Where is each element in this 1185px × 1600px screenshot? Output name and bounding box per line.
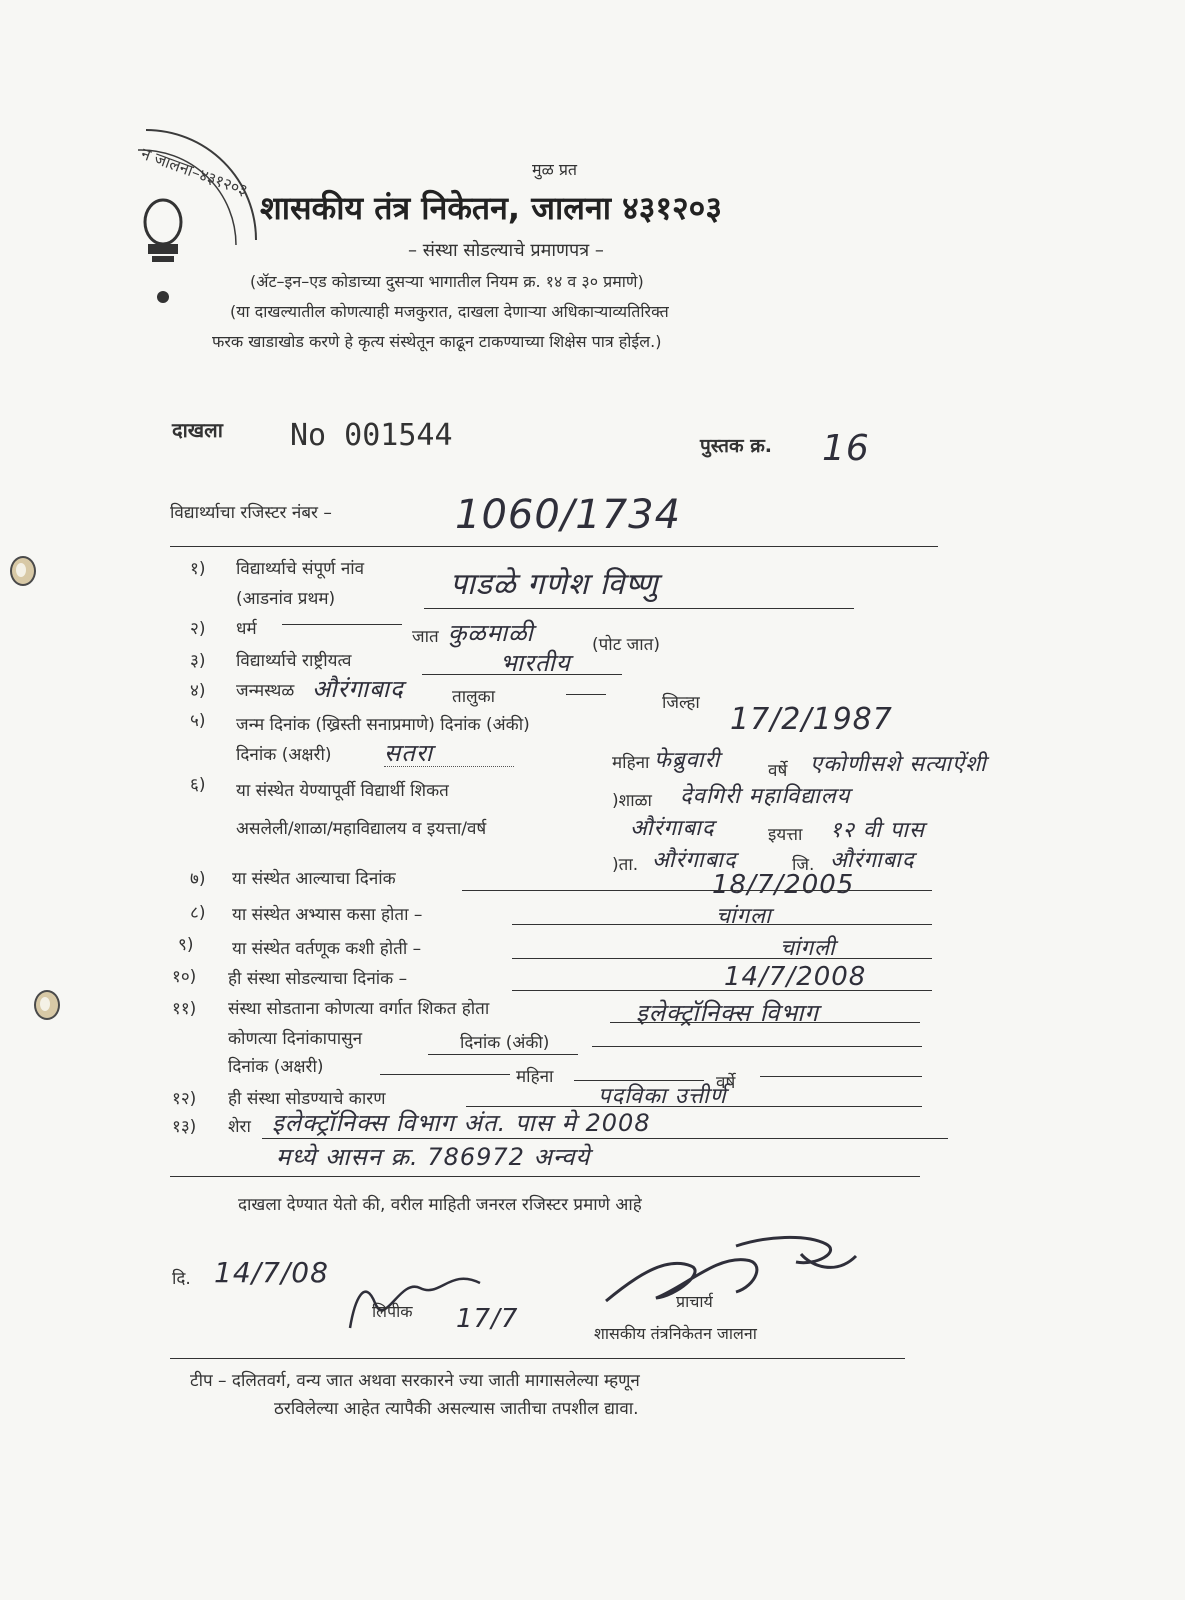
field-13-number: १३)	[172, 1117, 197, 1137]
field-4-value: औरंगाबाद	[312, 675, 404, 703]
book-number-value: 16	[822, 428, 870, 469]
field-11-label: संस्था सोडताना कोणत्या वर्गात शिकत होता	[228, 999, 490, 1019]
field-6-school-value: देवगिरी महाविद्यालय	[680, 784, 851, 809]
field-5-year-value: एकोणीसशे सत्याऐंशी	[810, 752, 987, 777]
field-10-value: 14/7/2008	[724, 962, 867, 992]
field-10-underline	[512, 990, 932, 991]
field-1-sublabel: (आडनांव प्रथम)	[236, 589, 336, 609]
rule-reference: (ॲट–इन–एड कोडाच्या दुसऱ्या भागातील नियम क्र. १४ व ३० प्रमाणे)	[250, 272, 644, 291]
field-11-from-underline	[428, 1054, 578, 1055]
institution-title: शासकीय तंत्र निकेतन, जालना ४३१२०३	[260, 189, 722, 227]
field-6-taluka-label: )ता.	[612, 855, 639, 875]
field-9-value: चांगली	[780, 936, 836, 961]
field-8-value: चांगला	[716, 904, 772, 929]
field-9-underline	[512, 958, 932, 959]
date-value: 14/7/08	[214, 1256, 329, 1289]
field-5-year-label: वर्षे	[768, 761, 788, 781]
field-2-number: २)	[190, 619, 206, 639]
field-11-words-label: दिनांक (अक्षरी)	[228, 1057, 324, 1077]
field-10-label: ही संस्था सोडल्याचा दिनांक –	[228, 969, 408, 989]
field-2-label: धर्म	[236, 619, 257, 639]
field-5-date-numeric: 17/2/1987	[730, 702, 893, 737]
note-line-2: ठरविलेल्या आहेत त्यापैकी असल्यास जातीचा तपशील द्यावा.	[274, 1399, 639, 1419]
field-8-number: ८)	[190, 903, 206, 923]
field-1-underline	[424, 608, 854, 609]
field-11-year-label: वर्षे	[716, 1073, 736, 1093]
field-13-value-line-1: इलेक्ट्रॉनिक्स विभाग अंत. पास मे 2008	[272, 1109, 651, 1137]
field-1-label: विद्यार्थ्याचे संपूर्ण नांव	[236, 559, 365, 579]
punch-hole-top	[10, 556, 36, 586]
register-label: विद्यार्थ्याचा रजिस्टर नंबर –	[170, 503, 332, 523]
field-11-date-underline	[592, 1046, 922, 1047]
field-4-taluka-dash	[566, 694, 606, 695]
field-6-school-label: )शाळा	[612, 791, 652, 811]
field-10-number: १०)	[172, 967, 197, 987]
field-5-month-label: महिना	[612, 753, 650, 773]
field-6-number: ६)	[190, 775, 206, 795]
field-5-month-value: फेब्रुवारी	[654, 748, 721, 773]
declaration-text: दाखला देण्यात येतो की, वरील माहिती जनरल रजिस्टर प्रमाणे आहे	[238, 1195, 642, 1215]
field-13-underline-2	[170, 1176, 920, 1177]
note-line-1: टीप – दलितवर्ग, वन्य जात अथवा सरकारने ज्या जाती मागासलेल्या म्हणून	[190, 1371, 640, 1391]
field-9-number: ९)	[178, 935, 194, 955]
field-11-from-label: कोणत्या दिनांकापासुन	[228, 1029, 363, 1049]
field-6-district-label: जि.	[792, 855, 815, 875]
field-4-district-label: जिल्हा	[662, 693, 700, 713]
field-7-value: 18/7/2005	[712, 870, 855, 900]
field-7-number: ७)	[190, 869, 206, 889]
register-value: 1060/1734	[455, 492, 682, 538]
field-6-taluka-value: औरंगाबाद	[652, 848, 737, 873]
field-7-underline	[462, 890, 932, 891]
footer-divider	[170, 1358, 905, 1359]
field-4-number: ४)	[190, 681, 206, 701]
dakhla-label: दाखला	[172, 418, 223, 442]
date-label: दि.	[172, 1269, 191, 1289]
warning-line-1: (या दाखल्यातील कोणत्याही मजकुरात, दाखला देणाऱ्या अधिकाऱ्याव्यतिरिक्त	[230, 302, 669, 321]
field-8-label: या संस्थेत अभ्यास कसा होता –	[232, 905, 423, 925]
field-11-words-underline	[380, 1074, 510, 1075]
field-6-label-line-2: असलेली/शाळा/महाविद्यालय व इयत्ता/वर्ष	[236, 819, 487, 839]
field-13-value-line-2: मध्ये आसन क्र. 786972 अन्वये	[276, 1143, 591, 1171]
clerk-initials: 17/7	[456, 1304, 519, 1334]
seal-text: न जालना–४३१२०३	[138, 143, 251, 200]
field-11-month-label: महिना	[516, 1067, 554, 1087]
field-5-words-label: दिनांक (अक्षरी)	[236, 745, 332, 765]
clerk-label: लिपीक	[372, 1302, 413, 1321]
field-11-value: इलेक्ट्रॉनिक्स विभाग	[636, 999, 819, 1027]
book-number-label: पुस्तक क्र.	[700, 435, 773, 457]
field-7-label: या संस्थेत आल्याचा दिनांक	[232, 869, 396, 889]
field-12-number: १२)	[172, 1089, 197, 1109]
field-6-city-value: औरंगाबाद	[630, 816, 715, 841]
register-underline	[170, 546, 938, 547]
field-11-number: ११)	[172, 999, 197, 1019]
field-6-label-line-1: या संस्थेत येण्यापूर्वी विद्यार्थी शिकत	[236, 781, 449, 801]
field-1-value: पाडळे गणेश विष्णु	[450, 567, 659, 602]
field-5-day-dots	[384, 766, 514, 767]
field-9-label: या संस्थेत वर्तणूक कशी होती –	[232, 939, 422, 959]
field-6-class-value: १२ वी पास	[830, 818, 925, 843]
principal-institution: शासकीय तंत्रनिकेतन जालना	[594, 1324, 757, 1343]
field-12-label: ही संस्था सोडण्याचे कारण	[228, 1089, 386, 1109]
field-3-label: विद्यार्थ्याचे राष्ट्रीयत्व	[236, 651, 352, 671]
field-5-day-words: सतरा	[384, 739, 433, 767]
punch-hole-bottom	[34, 990, 60, 1020]
field-5-number: ५)	[190, 711, 206, 731]
warning-line-2: फरक खाडाखोड करणे हे कृत्य संस्थेतून काढून टाकण्याच्या शिक्षेस पात्र होईल.)	[212, 332, 662, 351]
principal-label: प्राचार्य	[676, 1292, 713, 1311]
field-11-year-underline	[760, 1076, 922, 1077]
field-2-subcaste-label: (पोट जात)	[592, 635, 661, 655]
field-12-value: पदविका उत्तीर्ण	[598, 1084, 727, 1109]
field-11-underline	[610, 1022, 920, 1023]
field-2-caste-label: जात	[412, 627, 439, 647]
field-13-label: शेरा	[228, 1117, 251, 1137]
field-8-underline	[512, 924, 932, 925]
principal-signature	[596, 1226, 866, 1316]
field-2-caste-value: कुळमाळी	[448, 619, 534, 647]
field-3-underline	[422, 674, 622, 675]
field-2-religion-underline	[282, 624, 402, 625]
field-11-date-num-label: दिनांक (अंकी)	[460, 1033, 550, 1053]
field-6-district-value: औरंगाबाद	[830, 848, 915, 873]
field-3-value: भारतीय	[500, 649, 571, 677]
certificate-number: No 001544	[290, 418, 453, 453]
copy-label: मुळ प्रत	[532, 160, 578, 179]
field-4-taluka-label: तालुका	[452, 687, 496, 707]
field-13-underline-1	[262, 1138, 948, 1139]
field-6-class-label: इयत्ता	[768, 825, 803, 845]
field-3-number: ३)	[190, 651, 206, 671]
certificate-subtitle: – संस्था सोडल्याचे प्रमाणपत्र –	[408, 240, 604, 261]
field-4-label: जन्मस्थळ	[236, 681, 295, 701]
field-5-label: जन्म दिनांक (ख्रिस्ती सनाप्रमाणे) दिनांक (अंकी)	[236, 715, 530, 735]
field-1-number: १)	[190, 559, 206, 579]
state-emblem-icon	[138, 192, 188, 312]
